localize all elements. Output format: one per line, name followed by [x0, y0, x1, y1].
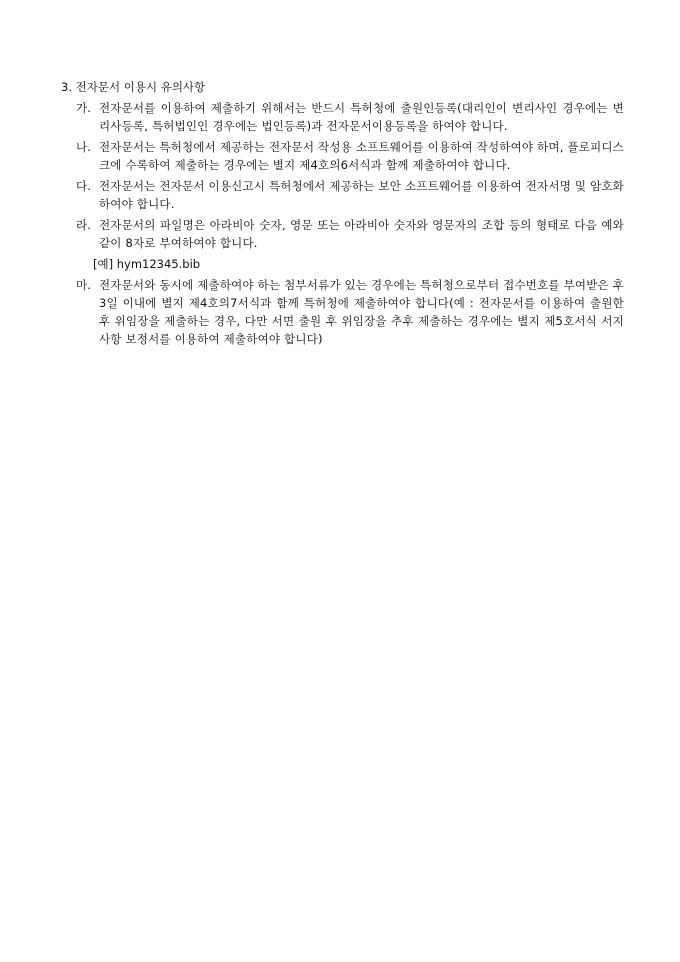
- item-text: 전자문서는 전자문서 이용신고시 특허청에서 제공하는 보안 소프트웨어를 이용하여 전자서명 및 암호화하여야 합니다.: [99, 179, 624, 211]
- section-number: 3.: [61, 80, 72, 94]
- section-heading: [61, 79, 205, 95]
- example-value: hym12345.bib: [116, 257, 201, 271]
- item-text: 전자문서는 특허청에서 제공하는 전자문서 작성용 소프트웨어를 이용하여 작성하여야 하며, 플로피디스크에 수록하여 제출하는 경우에는 별지 제4호의6서식과 함께 제출하여야 합니다.: [99, 140, 624, 172]
- item-text: 전자문서를 이용하여 제출하기 위해서는 반드시 특허청에 출원인등록(대리인이 변리사인 경우에는 변리사등록, 특허법인인 경우에는 법인등록)과 전자문서이용등록을 하여야 합니다.: [99, 101, 624, 133]
- item-text: 전자문서의 파일명은 아라비아 숫자, 영문 또는 아라비아 숫자와 영문자의 조합 등의 형태로 다음 예와 같이 8자로 부여하여야 합니다.: [99, 218, 624, 250]
- item-text: 전자문서와 동시에 제출하여야 하는 첨부서류가 있는 경우에는 특허청으로부터 접수번호를 부여받은 후 3일 이내에 별지 제4호의7서식과 함께 특허청에 제출하여야 합니다(예 : 전자문서를 이용하여 출원한 후 위임장을 제출하는 경우, 다만 서면 출원 후 위임장을 추후 제출하는 경우에는 별지 제5호서식 서지사항 보정서를 이용하여 제출하여야 합니다): [99, 278, 624, 346]
- item-label: 라.: [76, 218, 92, 232]
- item-label: 나.: [76, 140, 92, 154]
- section-title: 전자문서 이용시 유의사항: [75, 80, 206, 94]
- notice-item-da: [76, 177, 624, 213]
- notice-item-ma: [76, 276, 624, 348]
- item-label: 다.: [76, 179, 92, 193]
- notice-list: [76, 99, 624, 351]
- notice-item-ra: [76, 216, 624, 252]
- notice-item-ga: [76, 99, 624, 135]
- example-label: [예]: [93, 257, 114, 271]
- item-label: 마.: [76, 278, 92, 292]
- filename-example: [76, 255, 624, 273]
- notice-item-na: [76, 138, 624, 174]
- item-label: 가.: [76, 101, 92, 115]
